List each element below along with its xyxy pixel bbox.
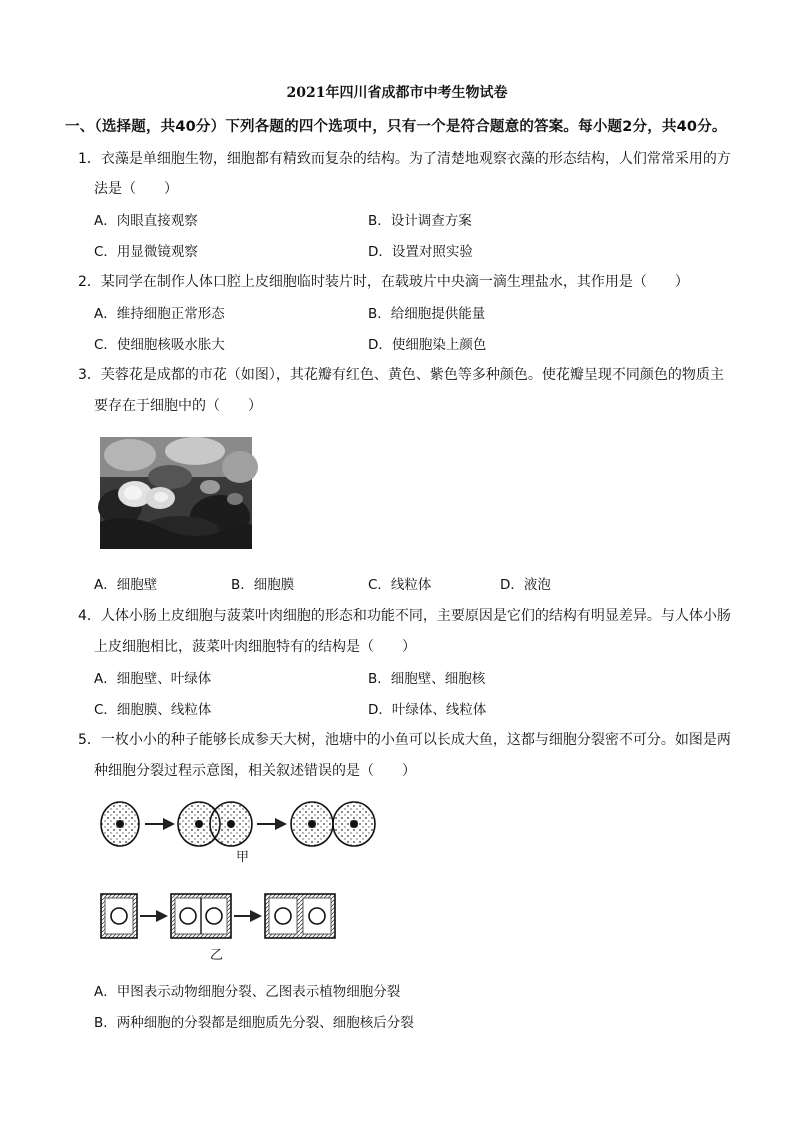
plant-cell-division-diagram <box>100 890 340 942</box>
question-2-option-a: A．维持细胞正常形态 <box>94 306 225 322</box>
hibiscus-flower-photo <box>100 437 252 549</box>
question-4-option-c: C．细胞膜、线粒体 <box>94 702 212 718</box>
question-1-option-a: A．肉眼直接观察 <box>94 213 198 229</box>
figure-label-jia: 甲 <box>236 850 250 865</box>
question-3-option-a: A．细胞壁 <box>94 577 158 593</box>
question-1-stem: 1．衣藻是单细胞生物，细胞都有精致而复杂的结构。为了清楚地观察衣藻的形态结构，人们常常采用的方 <box>78 151 731 167</box>
exam-title: 2021年四川省成都市中考生物试卷 <box>286 85 508 101</box>
question-3-stem: 3．芙蓉花是成都的市花（如图），其花瓣有红色、黄色、紫色等多种颜色。使花瓣呈现不同颜色的物质主 <box>78 367 724 383</box>
question-4-stem: 4．人体小肠上皮细胞与菠菜叶肉细胞的形态和功能不同，主要原因是它们的结构有明显差异。与人体小肠 <box>78 608 731 624</box>
question-2-option-d: D．使细胞染上颜色 <box>368 337 487 353</box>
question-3-option-d: D．液泡 <box>500 577 551 593</box>
question-1-stem-cont: 法是（ ） <box>94 181 178 197</box>
animal-cell-division-diagram <box>100 798 380 850</box>
question-1-option-d: D．设置对照实验 <box>368 244 473 260</box>
question-3-option-b: B．细胞膜 <box>231 577 295 593</box>
question-2-option-b: B．给细胞提供能量 <box>368 306 486 322</box>
figure-label-yi: 乙 <box>210 948 224 963</box>
question-5-stem-cont: 种细胞分裂过程示意图，相关叙述错误的是（ ） <box>94 763 416 779</box>
question-2-stem: 2．某同学在制作人体口腔上皮细胞临时装片时，在载玻片中央滴一滴生理盐水，其作用是（ ） <box>78 274 689 290</box>
question-5-option-a: A．甲图表示动物细胞分裂、乙图表示植物细胞分裂 <box>94 984 401 1000</box>
question-3-option-c: C．线粒体 <box>368 577 432 593</box>
question-3-stem-cont: 要存在于细胞中的（ ） <box>94 398 262 414</box>
question-2-option-c: C．使细胞核吸水胀大 <box>94 337 225 353</box>
question-5-stem: 5．一枚小小的种子能够长成参天大树，池塘中的小鱼可以长成大鱼，这都与细胞分裂密不可分。如图是两 <box>78 732 731 748</box>
question-1-option-b: B．设计调查方案 <box>368 213 472 229</box>
question-4-option-d: D．叶绿体、线粒体 <box>368 702 487 718</box>
question-4-option-b: B．细胞壁、细胞核 <box>368 671 486 687</box>
question-4-option-a: A．细胞壁、叶绿体 <box>94 671 212 687</box>
question-1-option-c: C．用显微镜观察 <box>94 244 198 260</box>
question-5-option-b: B．两种细胞的分裂都是细胞质先分裂、细胞核后分裂 <box>94 1015 414 1031</box>
section-heading: 一、（选择题，共40分）下列各题的四个选项中，只有一个是符合题意的答案。每小题2分，共40分。 <box>65 119 727 135</box>
question-4-stem-cont: 上皮细胞相比，菠菜叶肉细胞特有的结构是（ ） <box>94 639 416 655</box>
